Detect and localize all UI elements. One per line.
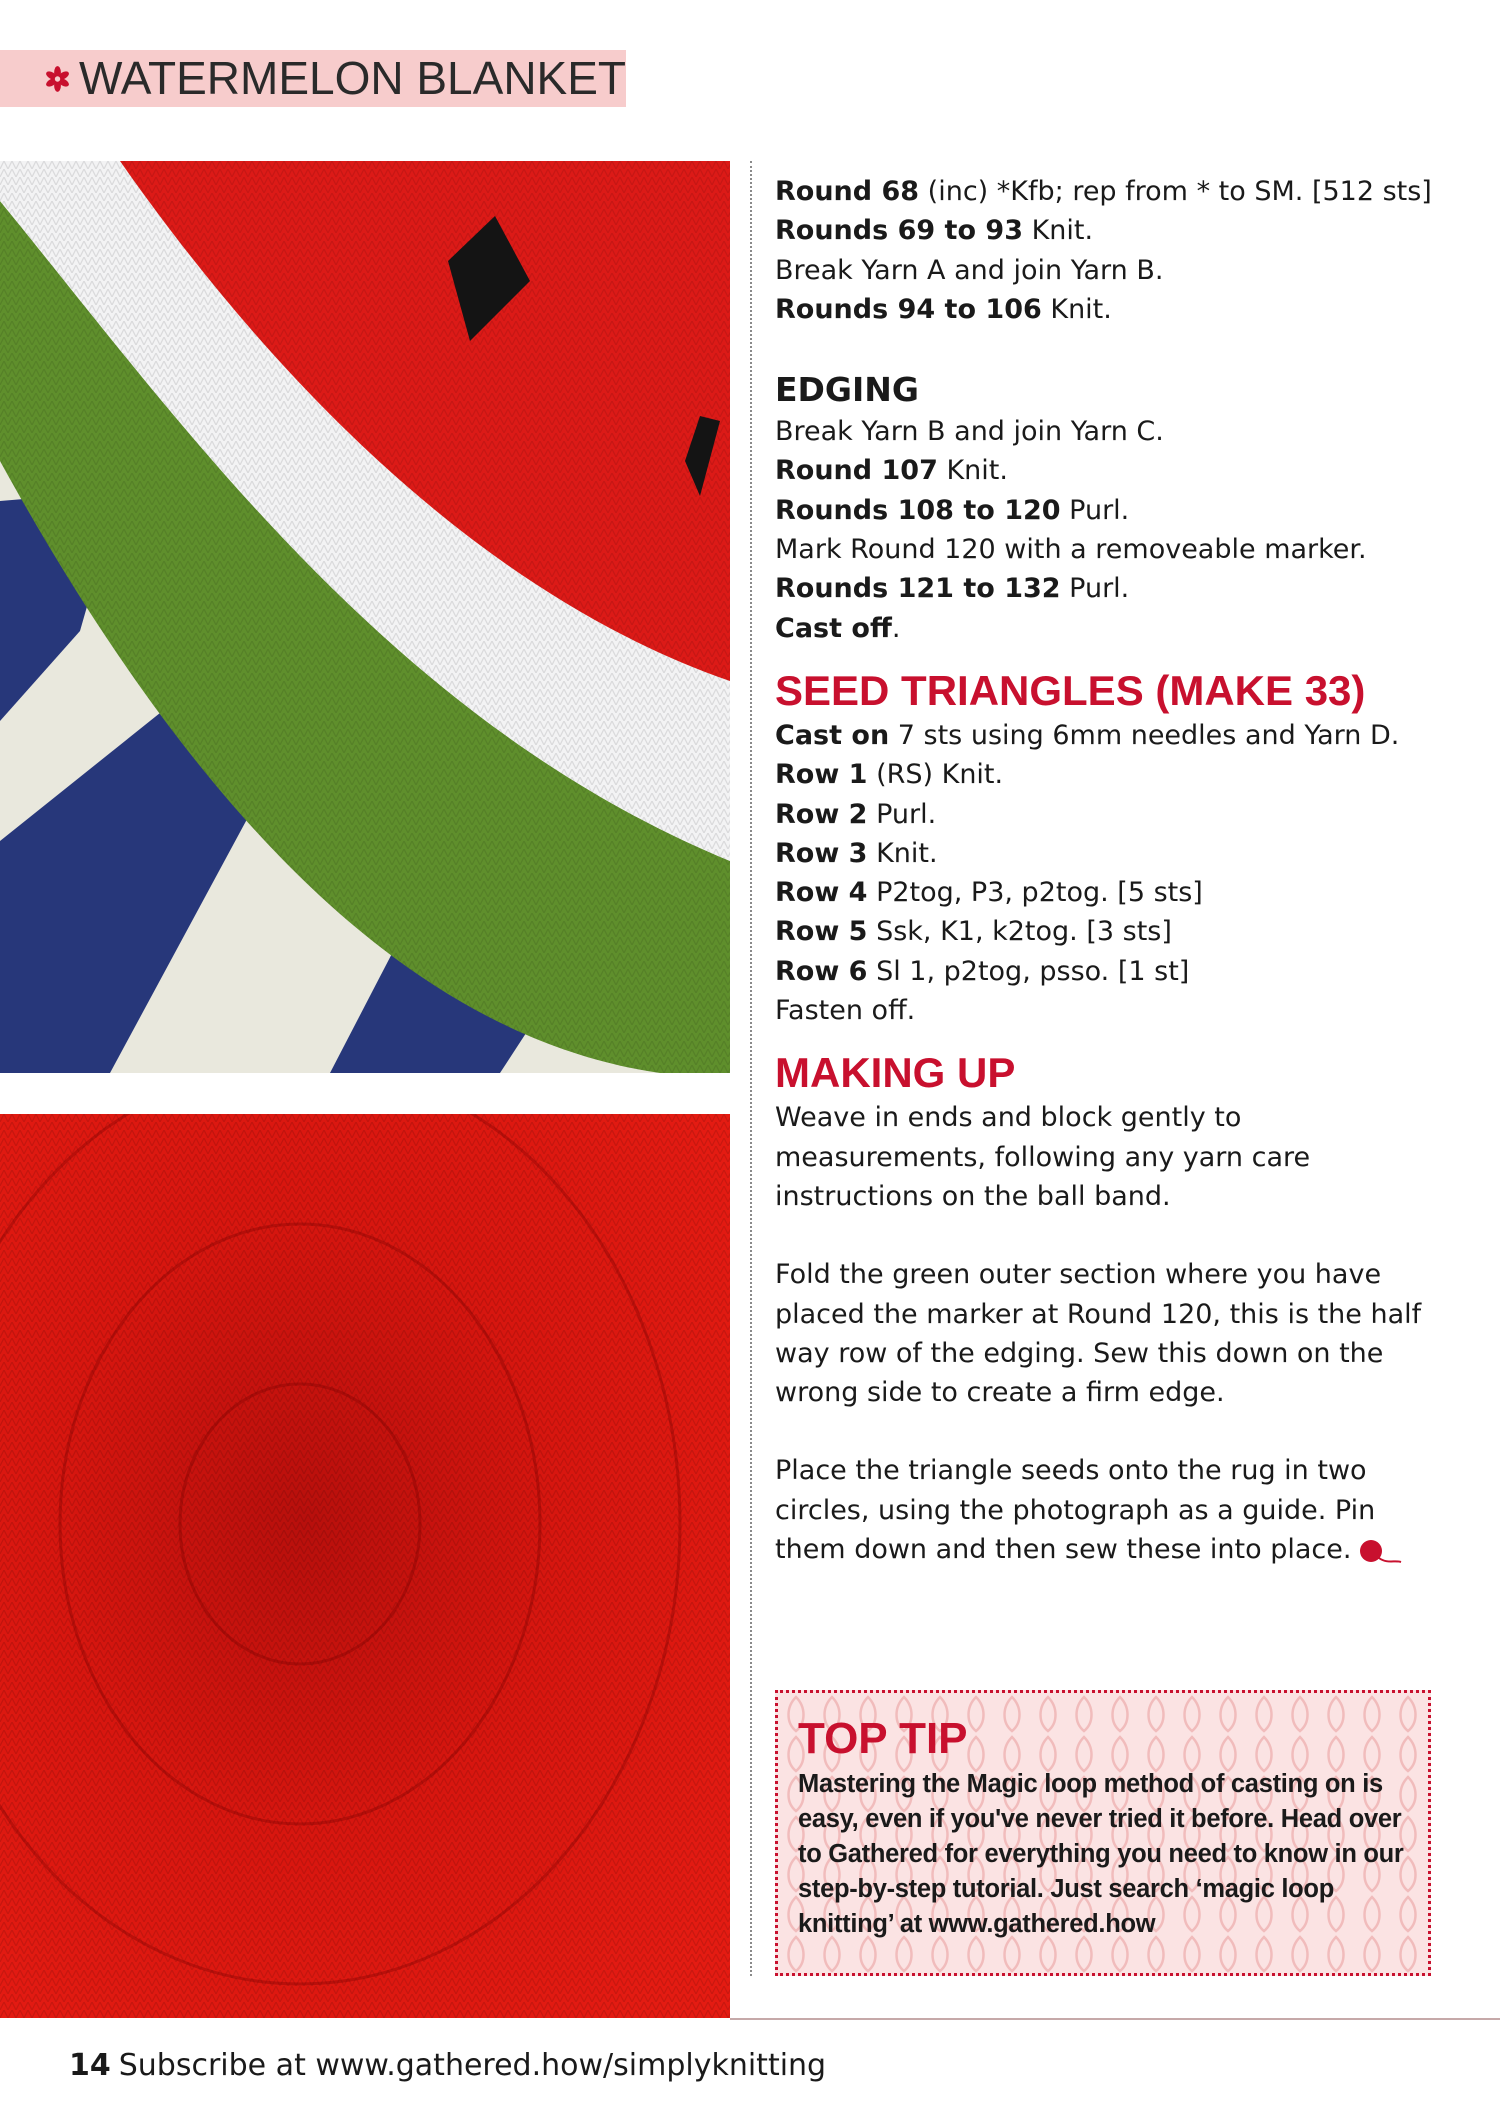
pattern-line: Rounds 94 to 106 Knit.: [775, 293, 1112, 325]
paragraph-line: wrong side to create a firm edge.: [775, 1377, 1225, 1409]
section-header: [0, 50, 626, 107]
paragraph-line: Fold the green outer section where you have: [775, 1259, 1382, 1291]
top-tip-line: Mastering the Magic loop method of casting on is: [798, 1770, 1383, 1798]
paragraph-line: Weave in ends and block gently to: [775, 1102, 1242, 1134]
footer-divider: [730, 2018, 1500, 2020]
top-tip-line: knitting’ at www.gathered.how: [798, 1910, 1156, 1938]
page-footer: [69, 2048, 826, 2083]
pattern-line: Row 5 Ssk, K1, k2tog. [3 sts]: [775, 916, 1172, 948]
edging-heading: EDGING: [775, 370, 920, 410]
top-tip-line: to Gathered for everything you need to know in our: [798, 1840, 1404, 1868]
pattern-line: Rounds 121 to 132 Purl.: [775, 573, 1130, 605]
flower-icon: [44, 60, 71, 98]
pattern-line: Round 107 Knit.: [775, 455, 1008, 487]
page-title: WATERMELON BLANKET: [79, 52, 626, 104]
pattern-line: Row 3 Knit.: [775, 837, 938, 869]
making-up-heading: MAKING UP: [775, 1049, 1016, 1097]
pattern-line: Row 4 P2tog, P3, p2tog. [5 sts]: [775, 877, 1203, 909]
pattern-line: Rounds 108 to 120 Purl.: [775, 494, 1130, 526]
paragraph-line: placed the marker at Round 120, this is the half: [775, 1298, 1422, 1330]
pattern-line: Fasten off.: [775, 995, 916, 1027]
pattern-line: Row 1 (RS) Knit.: [775, 759, 1004, 791]
pattern-line: Break Yarn A and join Yarn B.: [775, 254, 1164, 286]
top-tip-content: [798, 1713, 1412, 1942]
top-tip-title: TOP TIP: [798, 1714, 968, 1763]
red-centre-photo: [0, 1114, 730, 2018]
pattern-instructions: [775, 172, 1432, 1569]
top-tip-line: easy, even if you've never tried it before. Head over: [798, 1805, 1402, 1833]
paragraph-line: way row of the edging. Sew this down on the: [775, 1337, 1384, 1369]
page-number: 14: [69, 2048, 111, 2083]
pattern-line: Rounds 69 to 93 Knit.: [775, 215, 1094, 247]
top-tip-line: step-by-step tutorial. Just search ‘magic loop: [798, 1875, 1334, 1903]
subscribe-link[interactable]: Subscribe at www.gathered.how/simplyknitting: [118, 2048, 827, 2083]
edging-section: [775, 368, 1415, 648]
yarn-ball-icon: [1357, 1536, 1403, 1566]
pattern-line: Row 6 Sl 1, p2tog, psso. [1 st]: [775, 955, 1190, 987]
paragraph-line: measurements, following any yarn care: [775, 1141, 1311, 1173]
pattern-line: Cast off.: [775, 612, 901, 644]
paragraph-line: circles, using the photograph as a guide. Pin: [775, 1494, 1376, 1526]
paragraph-line: Place the triangle seeds onto the rug in two: [775, 1455, 1367, 1487]
seed-triangles-section: [775, 666, 1415, 1030]
pattern-line: Row 2 Purl.: [775, 798, 937, 830]
seed-triangles-heading: SEED TRIANGLES (MAKE 33): [775, 666, 1366, 714]
paragraph-line: instructions on the ball band.: [775, 1180, 1171, 1212]
pattern-line: Break Yarn B and join Yarn C.: [775, 416, 1164, 448]
column-divider: [750, 161, 752, 1976]
pattern-line: Mark Round 120 with a removeable marker.: [775, 534, 1367, 566]
top-tip-box: [775, 1690, 1431, 1976]
paragraph-line: them down and then sew these into place.: [775, 1530, 1415, 1569]
watermelon-edge-photo: [0, 161, 730, 1073]
making-up-section: [775, 1048, 1422, 1569]
pattern-line: Cast on 7 sts using 6mm needles and Yarn D.: [775, 719, 1400, 751]
pattern-top-block: [775, 172, 1432, 329]
pattern-line: Round 68 (inc) *Kfb; rep from * to SM. [512 sts]: [775, 176, 1432, 207]
